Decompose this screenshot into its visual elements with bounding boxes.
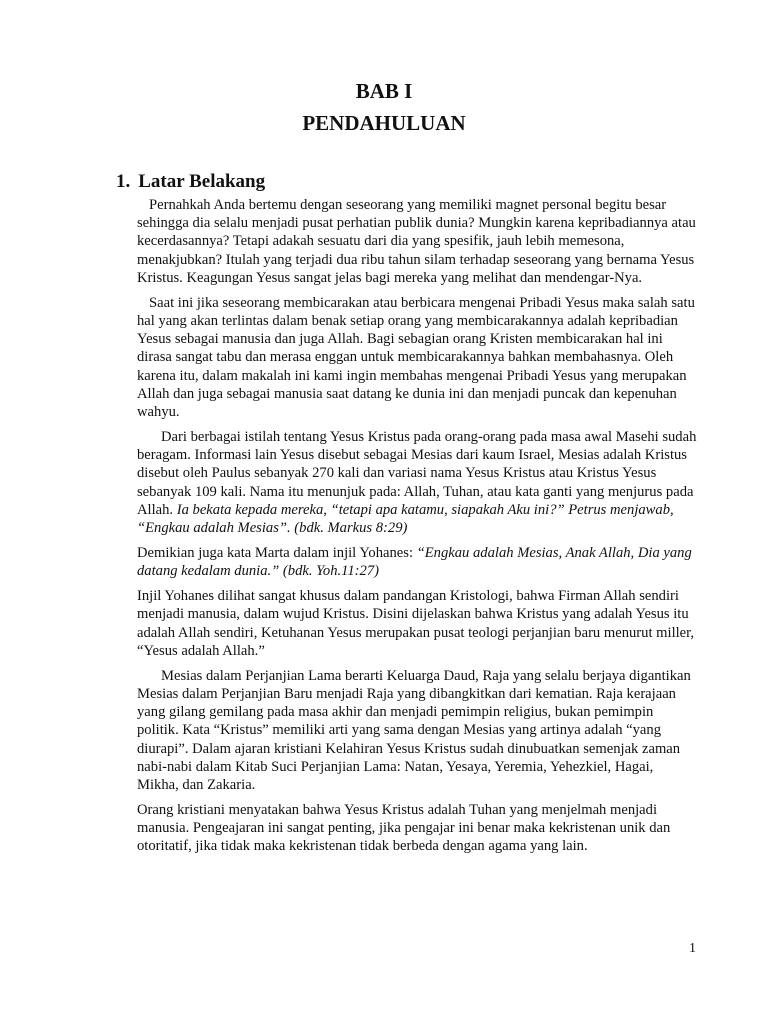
- page-number: 1: [689, 941, 696, 956]
- paragraph-6: [137, 667, 697, 794]
- paragraph-1-text: Pernahkah Anda bertemu dengan seseorang yang memiliki magnet personal begitu besar sehingga dia selalu menjadi pusat perhatian publik dunia? Mungkin karena kepribadiannya atau kecerdasannya? Tetapi adakah sesuatu dari dia yang spesifik, jauh lebih memesona, menakjubkan? Itulah yang terjadi dua ribu tahun silam terhadap seseorang yang bernama Yesus Kristus. Keagungan Yesus sangat jelas bagi mereka yang melihat dan mendengar-Nya.: [137, 197, 696, 286]
- body-text: [137, 196, 697, 862]
- paragraph-5-text: Injil Yohanes dilihat sangat khusus dalam pandangan Kristologi, bahwa Firman Allah sendiri menjadi manusia, dalam wujud Kristus. Disini dijelaskan bahwa Kristus yang adalah Yesus itu adalah Allah sendiri, Ketuhanan Yesus merupakan pusat teologi perjanjian baru menurut miller, “Yesus adalah Allah.”: [137, 588, 695, 659]
- chapter-title: PENDAHULUAN: [302, 111, 466, 135]
- section-title: Latar Belakang: [138, 171, 266, 192]
- paragraph-7-text: Orang kristiani menyatakan bahwa Yesus Kristus adalah Tuhan yang menjelmah menjadi manusia. Pengeajaran ini sangat penting, jika pengajar ini benar maka kekristenan unik dan otoritatif, jika tidak maka kekristenan tidak berbeda dengan agama yang lain.: [137, 802, 671, 855]
- paragraph-5: [137, 587, 697, 660]
- paragraph-7: [137, 801, 697, 856]
- chapter-label: BAB I: [355, 79, 413, 103]
- paragraph-1: [137, 196, 697, 287]
- paragraph-6-text: Mesias dalam Perjanjian Lama berarti Keluarga Daud, Raja yang selalu berjaya digantikan Mesias dalam Perjanjian Baru menjadi Raja yang dibangkitkan dari kematian. Raja kerajaan yang gilang gemilang pada masa akhir dan menjadi pemimpin religius, bukan pemimpin politik. Kata “Kristus” memiliki arti yang sama dengan Mesias yang artinya adalah “yang diurapi”. Dalam ajaran kristiani Kelahiran Yesus Kristus sudah dinubuatkan semenjak zaman nabi-nabi dalam Kitab Suci Perjanjian Lama: Natan, Yesaya, Yeremia, Yehezkiel, Hagai, Mikha, dan Zakaria.: [137, 667, 691, 794]
- paragraph-3: [137, 428, 697, 537]
- paragraph-4-quote: “Engkau adalah Mesias, Anak Allah, Dia yang datang kedalam dunia.” (bdk. Yoh.11:27): [137, 545, 692, 580]
- paragraph-4: [137, 544, 697, 580]
- paragraph-4-text: Demikian juga kata Marta dalam injil Yohanes:: [137, 545, 417, 562]
- section-number: 1.: [116, 171, 131, 192]
- paragraph-3-text: Dari berbagai istilah tentang Yesus Kristus pada orang-orang pada masa awal Masehi sudah beragam. Informasi lain Yesus disebut sebagai Mesias dari kaum Israel, Mesias adalah Kristus disebut oleh Paulus sebanyak 270 kali dan variasi nama Yesus Kristus atau Kristus Yesus sebanyak 109 kali. Nama itu menunjuk pada: Allah, Tuhan, atau kata ganti yang menjurus pada Allah.: [137, 429, 697, 518]
- paragraph-2-text: Saat ini jika seseorang membicarakan atau berbicara mengenai Pribadi Yesus maka salah satu hal yang akan terlintas dalam benak setiap orang yang membicarakannya adalah kepribadian Yesus sebagai manusia dan juga Allah. Bagi sebagian orang Kristen membicarakan hal ini dirasa sangat tabu dan merasa enggan untuk membicarakannya bahkan membahasnya. Oleh karena itu, dalam makalah ini kami ingin membahas mengenai Pribadi Yesus yang merupakan Allah dan juga sebagai manusia saat datang ke dunia ini dan menjadi puncak dan kepenuhan wahyu.: [137, 294, 695, 421]
- paragraph-3-quote: Ia bekata kepada mereka, “tetapi apa katamu, siapakah Aku ini?” Petrus menjawab, “Engkau adalah Mesias”. (bdk. Markus 8:29): [137, 501, 674, 537]
- section-heading: [116, 170, 265, 194]
- paragraph-2: [137, 294, 697, 421]
